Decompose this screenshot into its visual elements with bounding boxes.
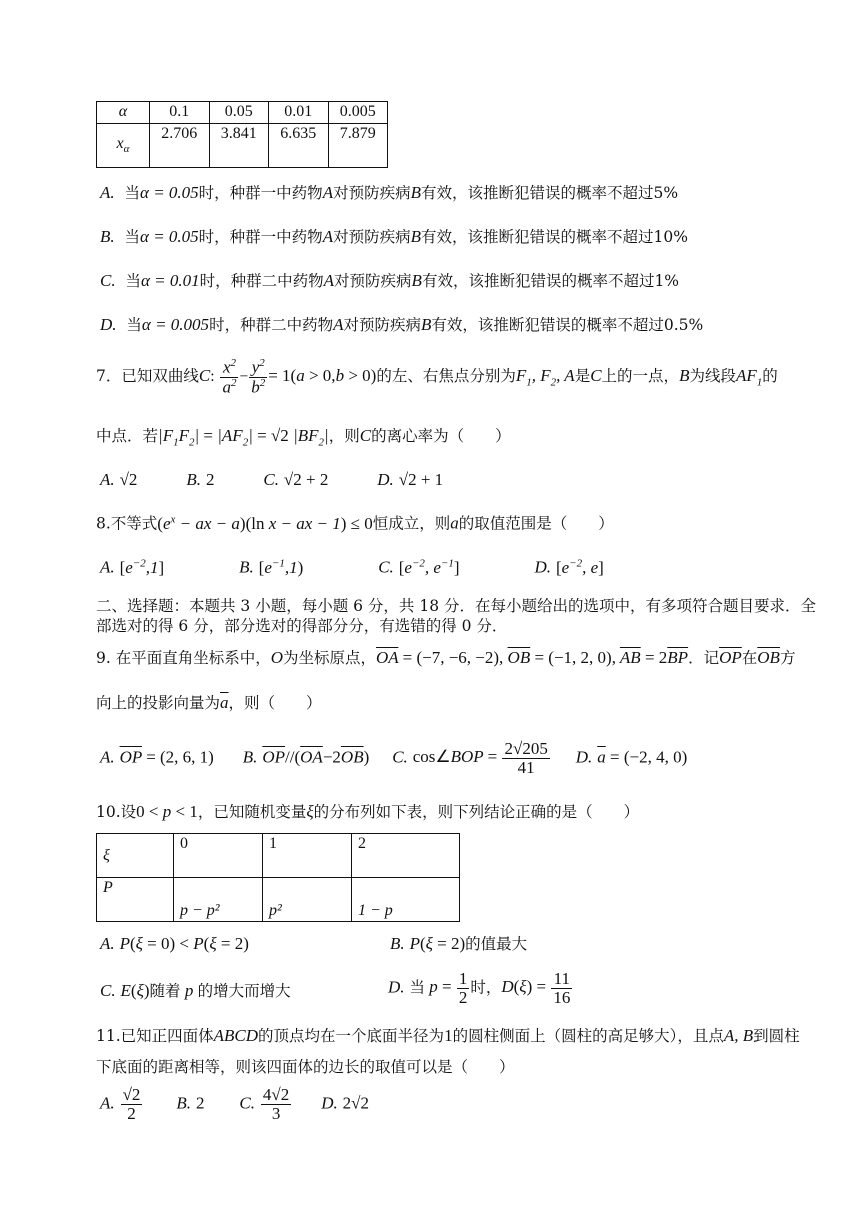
table-cell: 0.1 [150,102,210,124]
table-cell: 6.635 [269,124,329,168]
table-cell: 0.05 [209,102,269,124]
table-cell: 3.841 [209,124,269,168]
q7-options[interactable]: A. √2 B. 2 C. √2 + 2 D. √2 + 1 [100,470,444,489]
q10-stem: 10.设0 < p < 1，已知随机变量ξ的分布列如下表，则下列结论正确的是（ ） [96,802,640,821]
table-cell: p − p² [174,878,263,922]
q6-option-c[interactable]: C. 当α = 0.01时，种群二中药物A对预防疾病B有效，该推断犯错误的概率不超过1% [100,271,680,290]
table-cell: 0.005 [328,102,388,124]
table-cell: α [97,102,150,124]
q10-option-b[interactable]: B. P(ξ = 2)的值最大 [390,934,528,953]
distribution-table [96,833,460,922]
q11-stem-line2: 下底面的距离相等，则该四面体的边长的取值可以是（ ） [96,1058,515,1076]
q10-option-c[interactable]: C. E(ξ)随着 p 的增大而增大 [100,981,291,1000]
table-cell: 1 [263,834,352,878]
table-cell: 2.706 [150,124,210,168]
critical-value-table [96,101,388,168]
table-cell: 7.879 [328,124,388,168]
table-cell: 0.01 [269,102,329,124]
q10-option-a[interactable]: A. P(ξ = 0) < P(ξ = 2) [100,934,249,953]
q11-stem-line1: 11.已知正四面体ABCD的顶点均在一个底面半径为1的圆柱侧面上（圆柱的高足够大），且点A, B到圆柱 [96,1026,800,1045]
section-2-line1: 二、选择题：本题共 3 小题，每小题 6 分，共 18 分．在每小题给出的选项中，有多项符合题目要求．全 [96,597,817,615]
q7-stem-line1: 7．已知双曲线C: $\frac{x^2}{a^2}$ − $\frac{y^2}{b^2}$ = 1(a > 0,b > 0)的左、右焦点分别为$F_1$, $F_2$, A是C上的一点，B为线段$AF_1$的 [96,357,778,397]
table-cell: P [97,878,174,922]
section-2-line2: 部选对的得 6 分，部分选对的得部分分，有选错的得 0 分． [96,617,508,635]
q9-options[interactable]: A. $\overline{OP} = (2$, 6, 1) B. $\overline{OP}//(\overline{OA}-2\overline{OB})$ C. cos∠BOP = $\frac{2√205}{41}$ D. $\overline{a} = (-2$, 4, 0) [100,739,688,777]
table-cell: $x_\alpha$ [97,124,150,168]
q9-stem-line1: 9. 在平面直角坐标系中，O为坐标原点，$\overline{OA} = (-7$, −6, −2), $\overline{OB} = (-1$, 2, 0), $\overline{AB} = 2\overline{BP}$．记$\overline{OP}$在$\overline{OB}$方 [96,648,796,667]
q6-option-d[interactable]: D. 当α = 0.005时，种群二中药物A对预防疾病B有效，该推断犯错误的概率不超过0.5% [100,315,704,334]
table-cell: 1 − p [352,878,460,922]
q11-options[interactable]: A. $\frac{√2}{2}$ B. 2 C. $\frac{4√2}{3}$ D. 2√2 [100,1085,369,1123]
q6-option-a[interactable]: A. 当α = 0.05时，种群一中药物A对预防疾病B有效，该推断犯错误的概率不超过5% [100,183,679,202]
q8-options[interactable]: A. $[e^{-2},1]$ B. $[e^{-1},1)$ C. [$e^{-2}$, $e^{-1}$] D. [$e^{-2}$, e] [100,557,604,577]
q7-stem-line2: 中点．若$|F_1F_2| = |AF_2| = √2$ $|BF_2|$，则C的离心率为（ ） [96,426,511,449]
q8-stem: 8.不等式($e^x$ − ax − a)(ln x − ax − 1) ≤ 0恒成立，则a的取值范围是（ ） [96,513,614,533]
table-cell: p² [263,878,352,922]
table-cell: 0 [174,834,263,878]
q9-stem-line2: 向上的投影向量为$\overline{a}$，则（ ） [96,693,322,712]
q6-option-b[interactable]: B. 当α = 0.05时，种群一中药物A对预防疾病B有效，该推断犯错误的概率不超过10% [100,227,688,246]
table-cell: 2 [352,834,460,878]
table-cell: ξ [97,834,174,878]
q10-option-d[interactable]: D. 当 p = $\frac{1}{2}$ 时，D(ξ) = $\frac{11}{16}$ [388,969,571,1007]
